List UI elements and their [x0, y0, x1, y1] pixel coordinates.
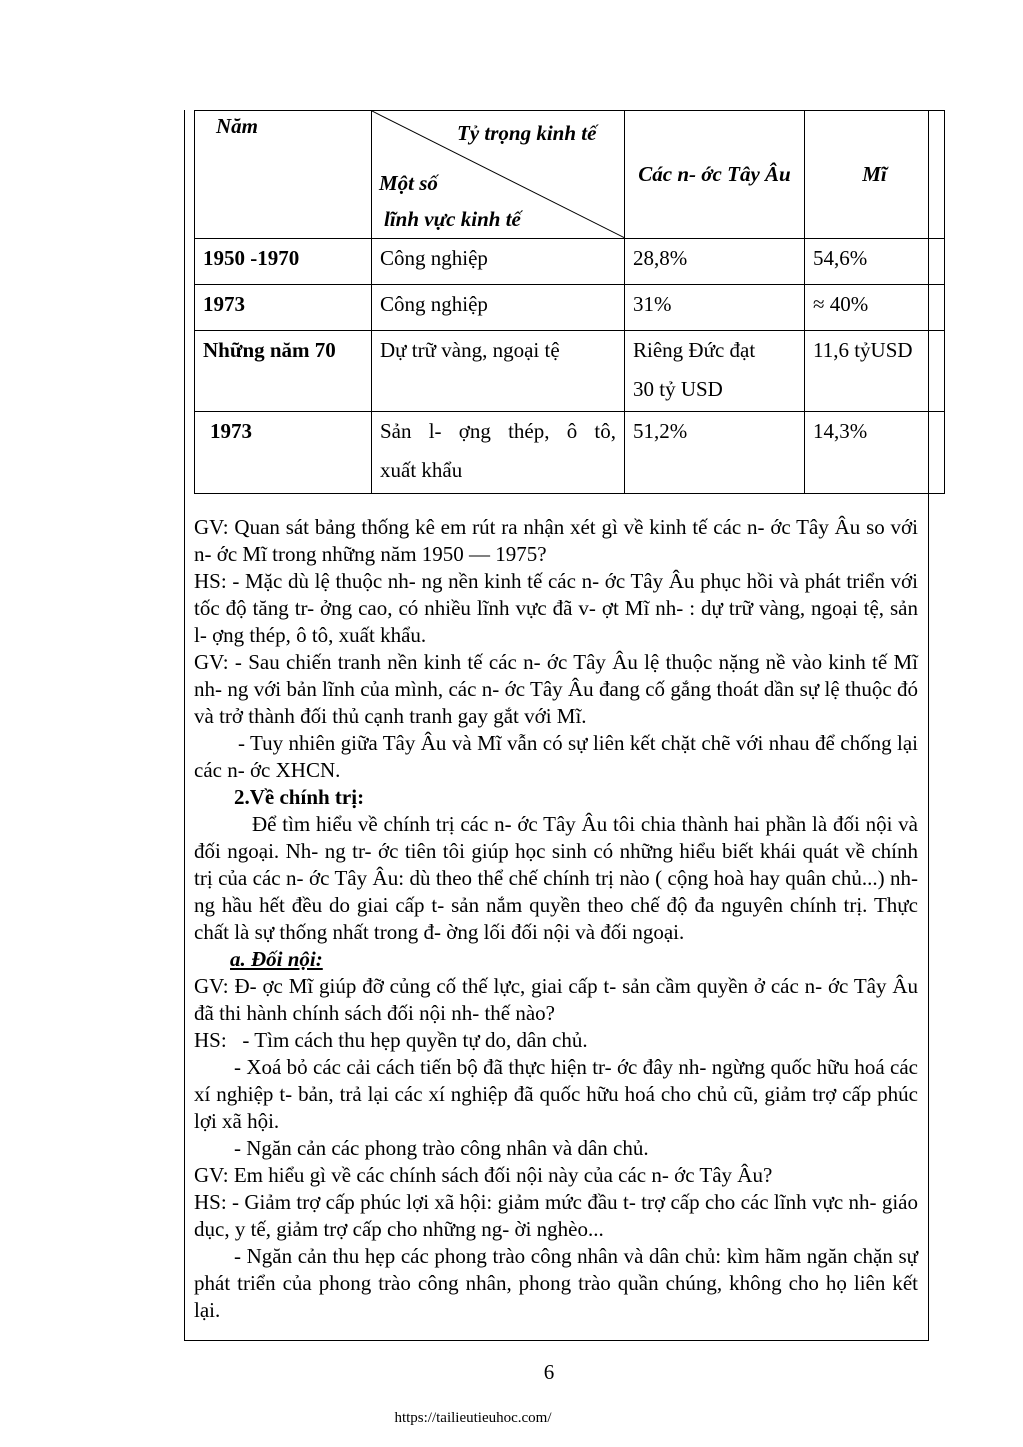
header-mot-so: Một số — [379, 171, 438, 195]
row-tay-au-line2: 30 tỷ USD — [633, 377, 723, 401]
header-mi-cell — [805, 111, 945, 239]
row-field: Công nghiệp — [372, 239, 625, 285]
paragraph: - Ngăn cản các phong trào công nhân và dân chủ. — [234, 1136, 649, 1160]
row-year: 1973 — [195, 412, 372, 494]
paragraph: - Xoá bỏ các cải cách tiến bộ đã thực hiện tr- ớc đây nh- ngừng quốc hữu hoá các xí nghiệp t- bản, trả lại các xí nghiệp đã quốc hữu hoá cho chủ cũ, giảm trợ cấp phúc lợi xã hội. — [194, 1055, 918, 1133]
paragraph: - Ngăn cản thu hẹp các phong trào công nhân và dân chủ: kìm hãm ngăn chặn sự phát triển của phong trào công nhân, phong trào quần chúng, không cho họ liên kết lại. — [194, 1244, 918, 1322]
table-header-row — [195, 111, 945, 239]
header-year-cell — [195, 111, 372, 239]
row-year: 1950 -1970 — [195, 239, 372, 285]
row-year: 1973 — [195, 285, 372, 331]
table-row — [195, 239, 945, 285]
paragraph: GV: Đ- ợc Mĩ giúp đỡ củng cố thế lực, giai cấp t- sản cầm quyền ở các n- ớc Tây Âu đã thi hành chính sách đối nội nh- thế nào? — [194, 974, 918, 1025]
paragraph: GV: Em hiểu gì về các chính sách đối nội này của các n- ớc Tây Âu? — [194, 1163, 773, 1187]
header-tay-au-cell — [625, 111, 805, 239]
row-field — [372, 412, 625, 494]
page-number: 6 — [543, 1360, 555, 1384]
row-mi: ≈ 40% — [805, 285, 945, 331]
body-text — [194, 514, 918, 1324]
table-row — [195, 331, 945, 412]
header-nam: Năm — [216, 114, 258, 138]
section-heading: 2.Về chính trị: — [234, 785, 365, 809]
paragraph: GV: Quan sát bảng thống kê em rút ra nhận xét gì về kinh tế các n- ớc Tây Âu so với n- ớc Mĩ trong những năm 1950 — 1975? — [194, 515, 918, 566]
subsection-heading: a. Đối nội: — [230, 947, 323, 971]
row-tay-au: 31% — [625, 285, 805, 331]
header-diagonal-cell — [372, 111, 625, 239]
paragraph: - Tuy nhiên giữa Tây Âu và Mĩ vẫn có sự liên kết chặt chẽ với nhau để chống lại các n- ớc XHCN. — [194, 731, 918, 782]
row-field-line2: xuất khẩu — [380, 458, 463, 482]
economy-table — [194, 110, 945, 494]
paragraph: HS: - Tìm cách thu hẹp quyền tự do, dân chủ. — [194, 1028, 588, 1052]
row-field: Dự trữ vàng, ngoại tệ — [372, 331, 625, 412]
paragraph: Để tìm hiểu về chính trị các n- ớc Tây Âu tôi chia thành hai phần là đối nội và đối ngoại. Nh- ng tr- ớc tiên tôi giúp học sinh có những hiểu biết khái quát về chính trị của các n- ớc Tây Âu: dù theo thể chế chính trị nào ( cộng hoà hay quân chủ...) nh- ng hầu hết đều do giai cấp t- sản nắm quyền theo chế độ đa nguyên chính trị. Thực chất là sự thống nhất trong đ- ờng lối đối nội và đối ngoại. — [194, 812, 918, 944]
row-field: Công nghiệp — [372, 285, 625, 331]
row-tay-au: 51,2% — [625, 412, 805, 494]
row-mi: 14,3% — [805, 412, 945, 494]
row-field-line1: Sản l- ợng thép, ô tô, — [380, 419, 616, 443]
row-year: Những năm 70 — [195, 331, 372, 412]
table-row — [195, 412, 945, 494]
footer-url: https://tailieutieuhoc.com/ — [394, 1410, 552, 1426]
header-ty-trong: Tỷ trọng kinh tế — [457, 121, 597, 145]
row-tay-au: 28,8% — [625, 239, 805, 285]
paragraph: HS: - Giảm trợ cấp phúc lợi xã hội: giảm mức đầu t- trợ cấp cho các lĩnh vực nh- giáo dục, y tế, giảm trợ cấp cho những ng- ời nghèo... — [194, 1190, 918, 1241]
paragraph: HS: - Mặc dù lệ thuộc nh- ng nền kinh tế các n- ớc Tây Âu phục hồi và phát triển với tốc độ tăng tr- ởng cao, có nhiều lĩnh vực đã v- ợt Mĩ nh- : dự trữ vàng, ngoại tệ, sản l- ợng thép, ô tô, xuất khẩu. — [194, 569, 918, 647]
row-mi: 11,6 tỷUSD — [805, 331, 945, 412]
row-tay-au — [625, 331, 805, 412]
row-mi: 54,6% — [805, 239, 945, 285]
row-tay-au-line1: Riêng Đức đạt — [633, 338, 756, 362]
paragraph: GV: - Sau chiến tranh nền kinh tế các n- ớc Tây Âu lệ thuộc nặng nề vào kinh tế Mĩ nh- ng với bản lĩnh của mình, các n- ớc Tây Âu đang cố gắng thoát dần sự lệ thuộc đó và trở thành đối thủ cạnh tranh gay gắt với Mĩ. — [194, 650, 918, 728]
header-linh-vuc: lĩnh vực kinh tế — [384, 207, 521, 231]
header-tay-au: Các n- ớc Tây Âu — [638, 162, 791, 186]
header-mi: Mĩ — [862, 162, 887, 186]
table-row — [195, 285, 945, 331]
